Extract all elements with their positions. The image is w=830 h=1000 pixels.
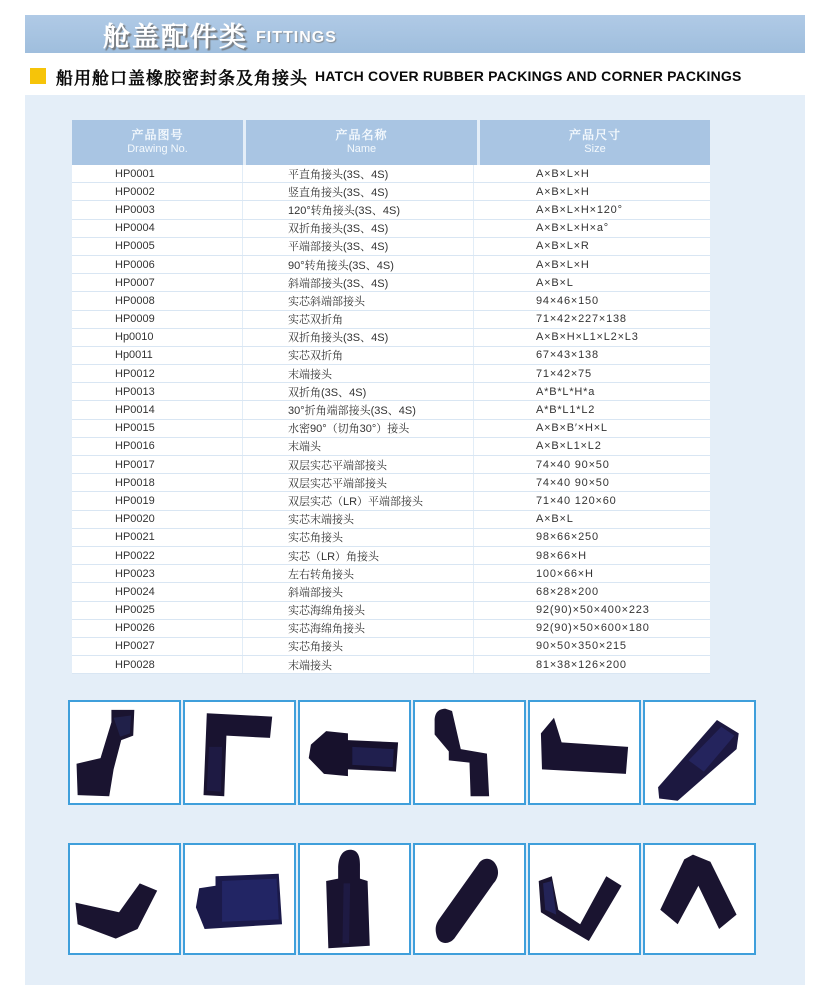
product-photo-shallow-hook (68, 843, 181, 955)
col-header-size (480, 120, 710, 165)
table-row (72, 492, 710, 510)
rounded-diagonal-shape (415, 845, 524, 953)
product-photo-chevron-corner (643, 843, 756, 955)
notched-block-shape (185, 845, 294, 953)
product-name-cell: 实芯角接头 (243, 529, 474, 546)
drawing-no-cell: HP0025 (72, 602, 243, 619)
flag-end-shape (530, 702, 639, 803)
table-row (72, 420, 710, 438)
table-row (72, 438, 710, 456)
product-size-cell: 74×40 90×50 (536, 476, 610, 489)
chevron-corner-shape (645, 845, 754, 953)
table-row (72, 238, 710, 256)
product-size-cell: A×B×L×H×a° (536, 222, 609, 235)
product-name-cell: 实芯海绵角接头 (243, 602, 474, 619)
table-row (72, 602, 710, 620)
drawing-no-cell: HP0019 (72, 492, 243, 509)
table-row (72, 292, 710, 310)
product-photo-diagonal-bar (643, 700, 756, 805)
table-row (72, 183, 710, 201)
dome-top-shape (300, 845, 409, 953)
l-corner-shape (185, 702, 294, 803)
product-name-cell: 斜端部接头(3S、4S) (243, 274, 474, 291)
product-size-cell: 98×66×H (536, 549, 587, 562)
drawing-no-cell: HP0028 (72, 656, 243, 673)
table-row (72, 383, 710, 401)
col-header-name (246, 120, 477, 165)
col-header-size-zh: 产品尺寸 (568, 128, 621, 143)
product-photo-notched-block (183, 843, 296, 955)
col-header-name-en: Name (346, 143, 377, 156)
product-size-cell: A×B×L×H (536, 185, 590, 198)
drawing-no-cell: HP0012 (72, 365, 243, 382)
product-size-cell: 67×43×138 (536, 349, 599, 362)
product-size-cell: 94×46×150 (536, 294, 599, 307)
subtitle-en: HATCH COVER RUBBER PACKINGS AND CORNER PACKINGS (315, 68, 742, 84)
drawing-no-cell: HP0004 (72, 220, 243, 237)
product-name-cell: 双层实芯平端部接头 (243, 456, 474, 473)
product-name-cell: 双折角接头(3S、4S) (243, 220, 474, 237)
table-row (72, 220, 710, 238)
product-name-cell: 实芯斜端部接头 (243, 292, 474, 309)
product-name-cell: 双折角接头(3S、4S) (243, 329, 474, 346)
table-row (72, 201, 710, 219)
drawing-no-cell: HP0021 (72, 529, 243, 546)
content-panel (25, 95, 805, 985)
col-header-drawing-no-en: Drawing No. (127, 143, 188, 156)
subtitle-zh: 船用舱口盖橡胶密封条及角接头 (56, 68, 308, 88)
diagonal-bar-shape (645, 702, 754, 803)
page-banner (25, 15, 805, 53)
drawing-no-cell: HP0013 (72, 383, 243, 400)
product-photo-v-with-post (528, 843, 641, 955)
table-row (72, 620, 710, 638)
table-row (72, 329, 710, 347)
drawing-no-cell: HP0026 (72, 620, 243, 637)
product-photo-rounded-diagonal (413, 843, 526, 955)
drawing-no-cell: Hp0010 (72, 329, 243, 346)
product-photo-dome-top (298, 843, 411, 955)
product-name-cell: 双层实芯平端部接头 (243, 474, 474, 491)
product-photo-l-corner (183, 700, 296, 805)
product-size-cell: 92(90)×50×600×180 (536, 622, 650, 635)
product-name-cell: 实芯双折角 (243, 347, 474, 364)
product-name-cell: 实芯末端接头 (243, 511, 474, 528)
product-size-cell: 71×42×227×138 (536, 313, 627, 326)
drawing-no-cell: HP0005 (72, 238, 243, 255)
product-size-cell: 98×66×250 (536, 531, 599, 544)
product-size-cell: 81×38×126×200 (536, 658, 627, 671)
shallow-hook-shape (70, 845, 179, 953)
product-size-cell: A×B×H×L1×L2×L3 (536, 331, 639, 344)
hook-shape (415, 702, 524, 803)
table-row (72, 347, 710, 365)
table-row (72, 529, 710, 547)
z-step-corner-shape (70, 702, 179, 803)
product-gallery-row-2 (68, 843, 756, 955)
col-header-drawing-no-zh: 产品图号 (131, 128, 184, 143)
drawing-no-cell: HP0007 (72, 274, 243, 291)
drawing-no-cell: HP0022 (72, 547, 243, 564)
drawing-no-cell: HP0001 (72, 165, 243, 182)
product-name-cell: 实芯双折角 (243, 311, 474, 328)
table-row (72, 547, 710, 565)
product-size-cell: A×B×L×H (536, 167, 590, 180)
product-name-cell: 实芯海绵角接头 (243, 620, 474, 637)
product-name-cell: 斜端部接头 (243, 583, 474, 600)
col-header-drawing-no (72, 120, 243, 165)
product-name-cell: 双层实芯（LR）平端部接头 (243, 492, 474, 509)
product-name-cell: 平直角接头(3S、4S) (243, 165, 474, 182)
product-size-cell: 90×50×350×215 (536, 640, 627, 653)
product-size-cell: A×B×B′×H×L (536, 422, 608, 435)
table-row (72, 565, 710, 583)
drawing-no-cell: HP0008 (72, 292, 243, 309)
product-size-cell: A×B×L (536, 513, 574, 526)
product-size-cell: A×B×L×H (536, 258, 590, 271)
product-size-cell: 71×40 120×60 (536, 494, 617, 507)
product-name-cell: 末端头 (243, 438, 474, 455)
product-name-cell: 末端接头 (243, 365, 474, 382)
product-name-cell: 左右转角接头 (243, 565, 474, 582)
product-photo-flag-end (528, 700, 641, 805)
product-name-cell: 实芯（LR）角接头 (243, 547, 474, 564)
drawing-no-cell: HP0014 (72, 401, 243, 418)
round-end-bar-shape (300, 702, 409, 803)
product-name-cell: 120°转角接头(3S、4S) (243, 201, 474, 218)
drawing-no-cell: HP0017 (72, 456, 243, 473)
table-row (72, 656, 710, 674)
table-row (72, 511, 710, 529)
drawing-no-cell: HP0024 (72, 583, 243, 600)
drawing-no-cell: HP0027 (72, 638, 243, 655)
banner-title-zh: 舱盖配件类 (103, 21, 248, 52)
yellow-bullet-icon (30, 68, 46, 84)
table-row (72, 365, 710, 383)
product-size-cell: A×B×L (536, 276, 574, 289)
table-row (72, 583, 710, 601)
product-photo-hook (413, 700, 526, 805)
drawing-no-cell: HP0002 (72, 183, 243, 200)
product-name-cell: 竖直角接头(3S、4S) (243, 183, 474, 200)
product-size-cell: A*B*L*H*a (536, 385, 596, 398)
product-name-cell: 双折角(3S、4S) (243, 383, 474, 400)
drawing-no-cell: HP0009 (72, 311, 243, 328)
table-header (72, 120, 710, 165)
drawing-no-cell: HP0003 (72, 201, 243, 218)
section-subtitle (30, 63, 742, 89)
table-row (72, 456, 710, 474)
drawing-no-cell: HP0023 (72, 565, 243, 582)
table-row (72, 165, 710, 183)
col-header-name-zh: 产品名称 (335, 128, 388, 143)
drawing-no-cell: Hp0011 (72, 347, 243, 364)
product-size-cell: 74×40 90×50 (536, 458, 610, 471)
product-size-cell: A×B×L×R (536, 240, 590, 253)
table-row (72, 638, 710, 656)
product-name-cell: 90°转角接头(3S、4S) (243, 256, 474, 273)
table-row (72, 274, 710, 292)
product-gallery-row-1 (68, 700, 756, 805)
product-name-cell: 平端部接头(3S、4S) (243, 238, 474, 255)
product-name-cell: 水密90°（切角30°）接头 (243, 420, 474, 437)
table-row (72, 401, 710, 419)
product-size-cell: 100×66×H (536, 567, 594, 580)
drawing-no-cell: HP0006 (72, 256, 243, 273)
table-row (72, 474, 710, 492)
product-name-cell: 末端接头 (243, 656, 474, 673)
product-photo-round-end-bar (298, 700, 411, 805)
product-size-cell: A*B*L1*L2 (536, 404, 596, 417)
product-size-cell: A×B×L×H×120° (536, 203, 623, 216)
product-table (72, 120, 710, 674)
product-photo-z-step-corner (68, 700, 181, 805)
table-row (72, 256, 710, 274)
table-body (72, 165, 710, 674)
product-size-cell: A×B×L1×L2 (536, 440, 602, 453)
product-name-cell: 30°折角端部接头(3S、4S) (243, 401, 474, 418)
banner-title-en: FITTINGS (256, 29, 337, 46)
v-with-post-shape (530, 845, 639, 953)
drawing-no-cell: HP0018 (72, 474, 243, 491)
table-row (72, 311, 710, 329)
product-size-cell: 71×42×75 (536, 367, 592, 380)
col-header-size-en: Size (584, 143, 606, 156)
product-size-cell: 68×28×200 (536, 585, 599, 598)
product-size-cell: 92(90)×50×400×223 (536, 604, 650, 617)
drawing-no-cell: HP0015 (72, 420, 243, 437)
product-name-cell: 实芯角接头 (243, 638, 474, 655)
drawing-no-cell: HP0020 (72, 511, 243, 528)
drawing-no-cell: HP0016 (72, 438, 243, 455)
